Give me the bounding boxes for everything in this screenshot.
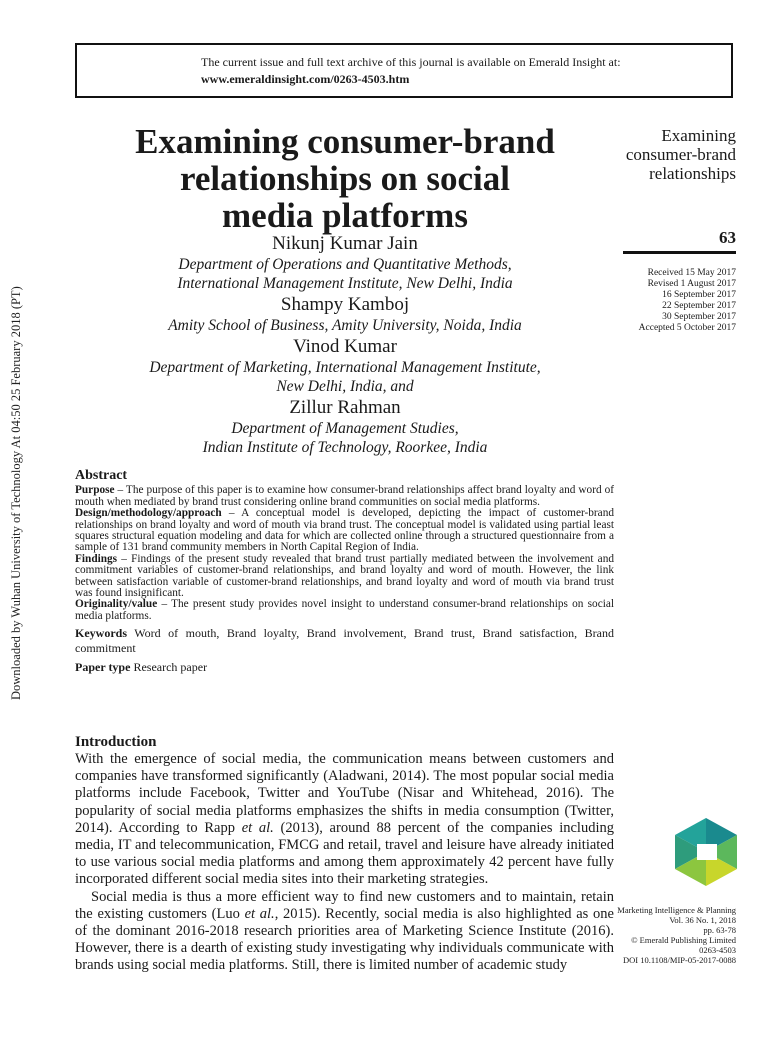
- journal-name: Marketing Intelligence & Planning: [617, 905, 736, 915]
- running-head-line: relationships: [649, 164, 736, 183]
- issn: 0263-4503: [699, 945, 736, 955]
- purpose-label: Purpose: [75, 484, 115, 497]
- history-date: Revised 1 August 2017: [647, 279, 736, 289]
- abstract-heading: Abstract: [75, 468, 128, 483]
- abstract-originality: [75, 599, 614, 622]
- author-name: Nikunj Kumar Jain: [272, 233, 418, 254]
- article-title: [100, 123, 590, 234]
- intro-citation-italic: et al.: [244, 905, 275, 922]
- author-affiliation: Department of Management Studies,: [231, 420, 459, 437]
- author-affiliation: Indian Institute of Technology, Roorkee, India: [202, 439, 488, 456]
- abstract-purpose: [75, 485, 614, 508]
- publisher-info: [617, 905, 736, 965]
- author-block: [75, 232, 615, 457]
- author-affiliation: Department of Operations and Quantitative Methods,: [178, 256, 512, 273]
- title-line: media platforms: [222, 196, 468, 235]
- volume-info: Vol. 36 No. 1, 2018: [669, 915, 736, 925]
- history-date: 22 September 2017: [662, 301, 736, 311]
- history-date: Received 15 May 2017: [647, 268, 736, 278]
- running-head-line: consumer-brand: [625, 145, 736, 164]
- author-affiliation: New Delhi, India, and: [276, 378, 414, 395]
- paper-type-text: Research paper: [130, 660, 208, 675]
- journal-banner: [75, 43, 733, 98]
- abstract-design: [75, 508, 614, 554]
- title-line: Examining consumer-brand: [135, 122, 555, 161]
- paper-type-label: Paper type: [75, 660, 131, 675]
- title-line: relationships on social: [180, 159, 510, 198]
- intro-text: With the emergence of social media, the communication means between customers and companies have transformed significantly (Aladwani, 2014). The most popular social media platforms include Facebook, Twitter and YouTube (Nisar and Whitehead, 2016). The popularity of social media platforms emphasizes the shifts in media consumption (Twitter, 2014). According to Rapp: [75, 751, 614, 836]
- design-text: – A conceptual model is developed, depicting the impact of customer-brand relationships on brand loyalty and word of mouth via brand trust. The conceptual model is validated using partial least squares structural equation modeling and data for which are collected online through a structured questionnaire from a sample of 131 brand community members in North Capital Region of India.: [75, 507, 614, 554]
- copyright: © Emerald Publishing Limited: [631, 935, 736, 945]
- keywords: [75, 626, 614, 656]
- history-date: 16 September 2017: [662, 290, 736, 300]
- intro-text: (2013), around 88 percent of the companies including media, IT and telecommunication, FMCG and retail, travel and leisure have already initiated to use various social media platforms and among them approximately 42 percent have fully incorporated different social media sites into their marketing strategies.: [75, 819, 614, 888]
- intro-citation-italic: et al.: [241, 819, 274, 836]
- page-range: pp. 63-78: [703, 925, 736, 935]
- design-label: Design/methodology/approach: [75, 507, 222, 520]
- download-watermark: Downloaded by Wuhan University of Technology At 04:50 25 February 2018 (PT): [9, 286, 23, 700]
- running-head-line: Examining: [661, 126, 736, 145]
- findings-label: Findings: [75, 552, 118, 565]
- findings-text: – Findings of the present study revealed that brand trust partially mediated between the involvement and commitment variables of customer-brand relationships, and brand loyalty and word of mouth. However, the link between satisfaction variable of customer-brand relationships, and brand loyalty and word of mouth via brand trust was found insignificant.: [75, 552, 614, 600]
- intro-text: Social media is thus a more efficient way to find new customers and to maintain, retain the existing customers (Luo: [75, 888, 614, 922]
- intro-text: , 2015). Recently, social media is also highlighted as one of the dominant 2016-2018 research priorities area of Marketing Science Institute (2016). However, there is a dearth of existing study investigating why individuals communicate with brands using social media platforms. Still, there is limited number of academic study: [75, 905, 614, 974]
- abstract: [75, 470, 614, 674]
- author-affiliation: Department of Marketing, International Management Institute,: [149, 359, 541, 376]
- abstract-findings: [75, 554, 614, 600]
- author-affiliation: Amity School of Business, Amity University, Noida, India: [168, 317, 522, 334]
- purpose-text: – The purpose of this paper is to examine how consumer-brand relationships affect brand loyalty and word of mouth when mediated by brand trust considering online brand communities on social media platforms.: [75, 484, 614, 508]
- originality-label: Originality/value: [75, 598, 158, 611]
- banner-url[interactable]: www.emeraldinsight.com/0263-4503.htm: [201, 72, 410, 86]
- author-affiliation: International Management Institute, New Delhi, India: [177, 275, 513, 292]
- running-head: [626, 126, 736, 183]
- banner-line: The current issue and full text archive of this journal is available on Emerald Insight at:: [201, 55, 621, 69]
- doi[interactable]: DOI 10.1108/MIP-05-2017-0088: [622, 955, 736, 965]
- keywords-text: Word of mouth, Brand loyalty, Brand involvement, Brand trust, Brand satisfaction, Brand commitment: [75, 626, 614, 656]
- intro-paragraph: [75, 751, 614, 889]
- author-name: Vinod Kumar: [293, 336, 397, 357]
- margin-rule: [623, 251, 736, 254]
- history-date: Accepted 5 October 2017: [638, 323, 736, 333]
- intro-paragraph: [75, 889, 614, 975]
- introduction-heading: Introduction: [75, 734, 157, 750]
- keywords-label: Keywords: [75, 626, 127, 641]
- emerald-logo-icon: [675, 818, 737, 886]
- page-number: 63: [719, 228, 736, 247]
- history-dates: [639, 268, 736, 334]
- author-name: Shampy Kamboj: [280, 294, 410, 315]
- paper-type: [75, 662, 614, 673]
- originality-text: – The present study provides novel insight to understand consumer-brand relationships on social media platforms.: [75, 598, 614, 622]
- author-name: Zillur Rahman: [289, 397, 401, 418]
- history-date: 30 September 2017: [662, 312, 736, 322]
- introduction: [75, 733, 614, 975]
